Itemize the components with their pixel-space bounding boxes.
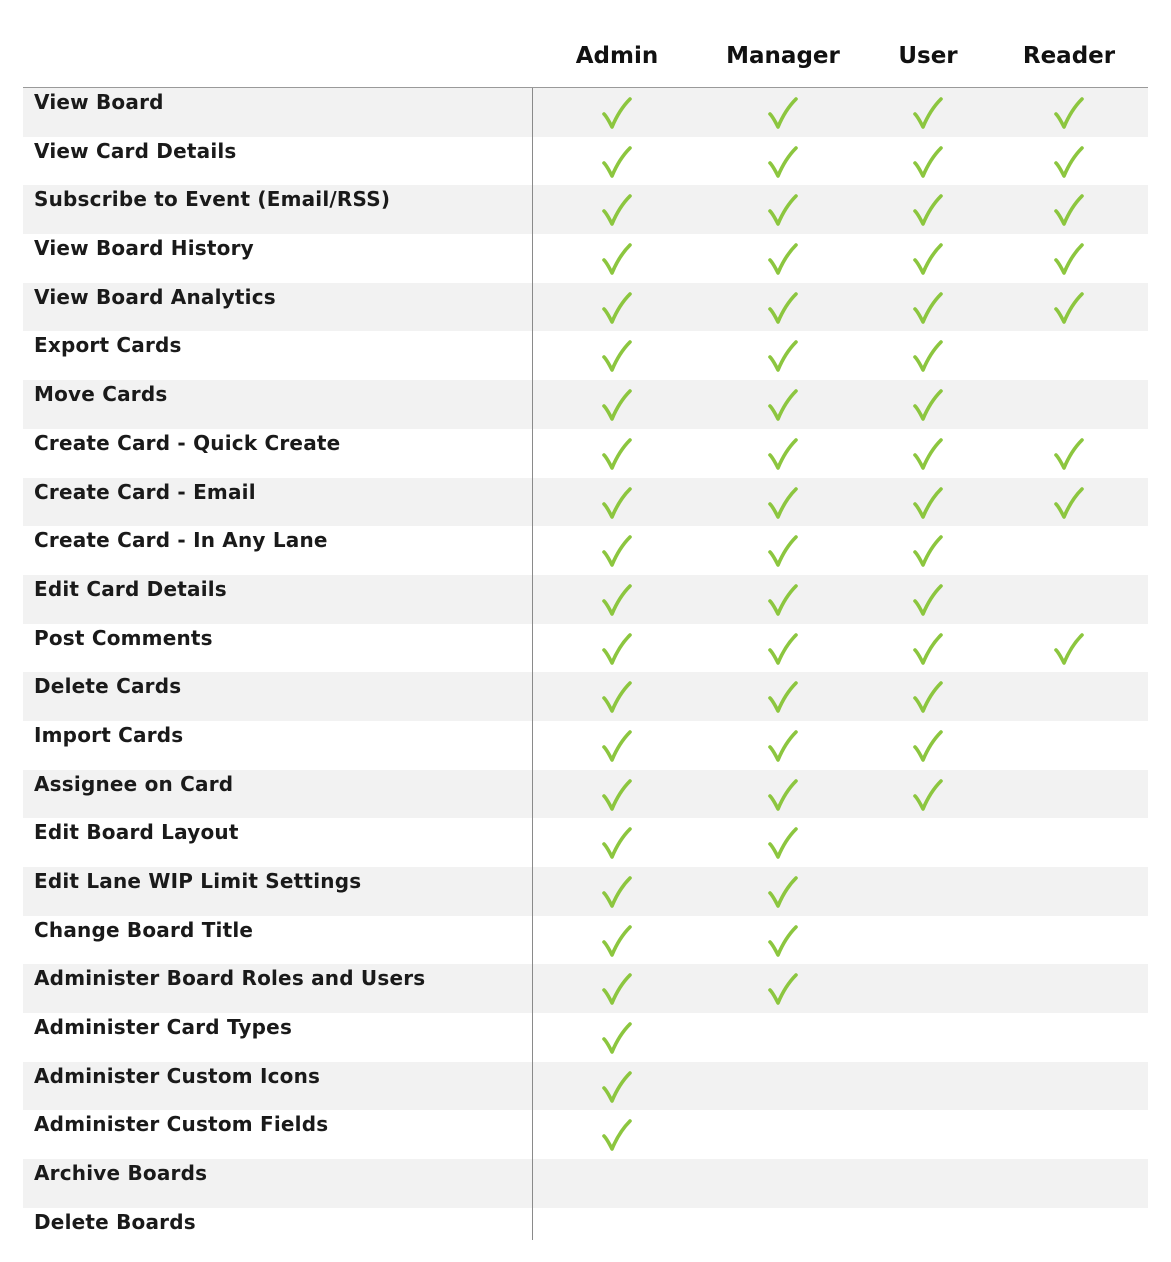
- check-icon: [597, 1070, 637, 1104]
- check-icon: [763, 242, 803, 276]
- check-icon: [597, 145, 637, 179]
- table-row: [23, 575, 1148, 624]
- table-row: [23, 331, 1148, 380]
- check-icon: [1049, 193, 1089, 227]
- table-row: [23, 964, 1148, 1013]
- check-icon: [908, 437, 948, 471]
- check-icon: [1049, 242, 1089, 276]
- column-header-manager: Manager: [726, 43, 840, 69]
- table-row: [23, 1062, 1148, 1111]
- check-icon: [597, 924, 637, 958]
- permission-label: Move Cards: [34, 382, 168, 407]
- permission-label: Delete Cards: [34, 674, 182, 699]
- check-icon: [597, 193, 637, 227]
- check-icon: [597, 339, 637, 373]
- check-icon: [763, 583, 803, 617]
- table-header: [23, 0, 1148, 88]
- check-icon: [597, 388, 637, 422]
- check-icon: [908, 96, 948, 130]
- table-row: [23, 867, 1148, 916]
- permission-label: Administer Card Types: [34, 1015, 293, 1040]
- check-icon: [908, 632, 948, 666]
- table-row: [23, 380, 1148, 429]
- check-icon: [763, 729, 803, 763]
- check-icon: [908, 778, 948, 812]
- check-icon: [597, 778, 637, 812]
- permission-label: Subscribe to Event (Email/RSS): [34, 187, 391, 212]
- check-icon: [908, 145, 948, 179]
- check-icon: [763, 875, 803, 909]
- check-icon: [597, 437, 637, 471]
- check-icon: [763, 632, 803, 666]
- check-icon: [597, 96, 637, 130]
- check-icon: [908, 339, 948, 373]
- permission-label: Change Board Title: [34, 917, 254, 942]
- permission-label: View Board: [34, 90, 164, 114]
- check-icon: [908, 583, 948, 617]
- table-body: [23, 88, 1148, 1250]
- check-icon: [597, 534, 637, 568]
- check-icon: [763, 388, 803, 422]
- table-row: [23, 526, 1148, 575]
- table-row: [23, 770, 1148, 819]
- check-icon: [908, 388, 948, 422]
- table-row: [23, 1013, 1148, 1062]
- check-icon: [1049, 437, 1089, 471]
- permission-label: Administer Custom Fields: [34, 1112, 329, 1137]
- table-row: [23, 234, 1148, 283]
- check-icon: [908, 193, 948, 227]
- check-icon: [908, 486, 948, 520]
- permission-label: Create Card - Email: [34, 479, 256, 504]
- table-row: [23, 672, 1148, 721]
- check-icon: [763, 96, 803, 130]
- check-icon: [763, 339, 803, 373]
- check-icon: [763, 924, 803, 958]
- permission-label: Archive Boards: [34, 1161, 208, 1186]
- check-icon: [1049, 145, 1089, 179]
- check-icon: [597, 875, 637, 909]
- table-row: [23, 818, 1148, 867]
- table-row: [23, 478, 1148, 527]
- check-icon: [908, 729, 948, 763]
- check-icon: [763, 145, 803, 179]
- permission-label: Edit Card Details: [34, 576, 227, 601]
- check-icon: [908, 534, 948, 568]
- check-icon: [1049, 486, 1089, 520]
- check-icon: [763, 680, 803, 714]
- table-row: [23, 624, 1148, 673]
- table-row: [23, 721, 1148, 770]
- table-row: [23, 1110, 1148, 1159]
- column-header-admin: Admin: [575, 43, 659, 69]
- check-icon: [763, 193, 803, 227]
- permission-label: Create Card - In Any Lane: [34, 528, 328, 553]
- check-icon: [597, 632, 637, 666]
- check-icon: [597, 826, 637, 860]
- check-icon: [763, 291, 803, 325]
- check-icon: [597, 1118, 637, 1152]
- check-icon: [597, 486, 637, 520]
- table-row: [23, 88, 1148, 137]
- permission-label: Edit Lane WIP Limit Settings: [34, 869, 362, 893]
- permission-label: View Board Analytics: [34, 284, 276, 309]
- permissions-table: [23, 0, 1148, 1250]
- permission-label: Administer Board Roles and Users: [34, 966, 426, 991]
- check-icon: [1049, 632, 1089, 666]
- check-icon: [597, 680, 637, 714]
- permission-label: Edit Board Layout: [34, 820, 239, 845]
- table-row: [23, 429, 1148, 478]
- check-icon: [763, 972, 803, 1006]
- check-icon: [597, 291, 637, 325]
- check-icon: [597, 729, 637, 763]
- table-row: [23, 1159, 1148, 1208]
- check-icon: [1049, 291, 1089, 325]
- check-icon: [763, 486, 803, 520]
- table-row: [23, 916, 1148, 965]
- permission-label: Post Comments: [34, 625, 213, 650]
- table-row: [23, 137, 1148, 186]
- check-icon: [908, 291, 948, 325]
- permission-label: Delete Boards: [34, 1209, 196, 1234]
- check-icon: [1049, 96, 1089, 130]
- check-icon: [597, 583, 637, 617]
- permission-label: Assignee on Card: [34, 771, 234, 796]
- check-icon: [597, 242, 637, 276]
- permission-label: Export Cards: [34, 333, 182, 358]
- column-header-reader: Reader: [1022, 43, 1116, 69]
- check-icon: [763, 778, 803, 812]
- permission-label: View Board History: [34, 236, 254, 261]
- check-icon: [908, 242, 948, 276]
- permission-label: View Card Details: [34, 138, 237, 163]
- permission-label: Administer Custom Icons: [34, 1063, 321, 1088]
- permission-label: Create Card - Quick Create: [34, 430, 341, 455]
- check-icon: [908, 680, 948, 714]
- column-divider: [532, 88, 533, 1240]
- table-row: [23, 185, 1148, 234]
- table-row: [23, 283, 1148, 332]
- check-icon: [597, 1021, 637, 1055]
- permission-label: Import Cards: [34, 722, 184, 747]
- table-row: [23, 1208, 1148, 1250]
- check-icon: [763, 826, 803, 860]
- check-icon: [763, 437, 803, 471]
- column-header-user: User: [898, 43, 958, 69]
- check-icon: [597, 972, 637, 1006]
- check-icon: [763, 534, 803, 568]
